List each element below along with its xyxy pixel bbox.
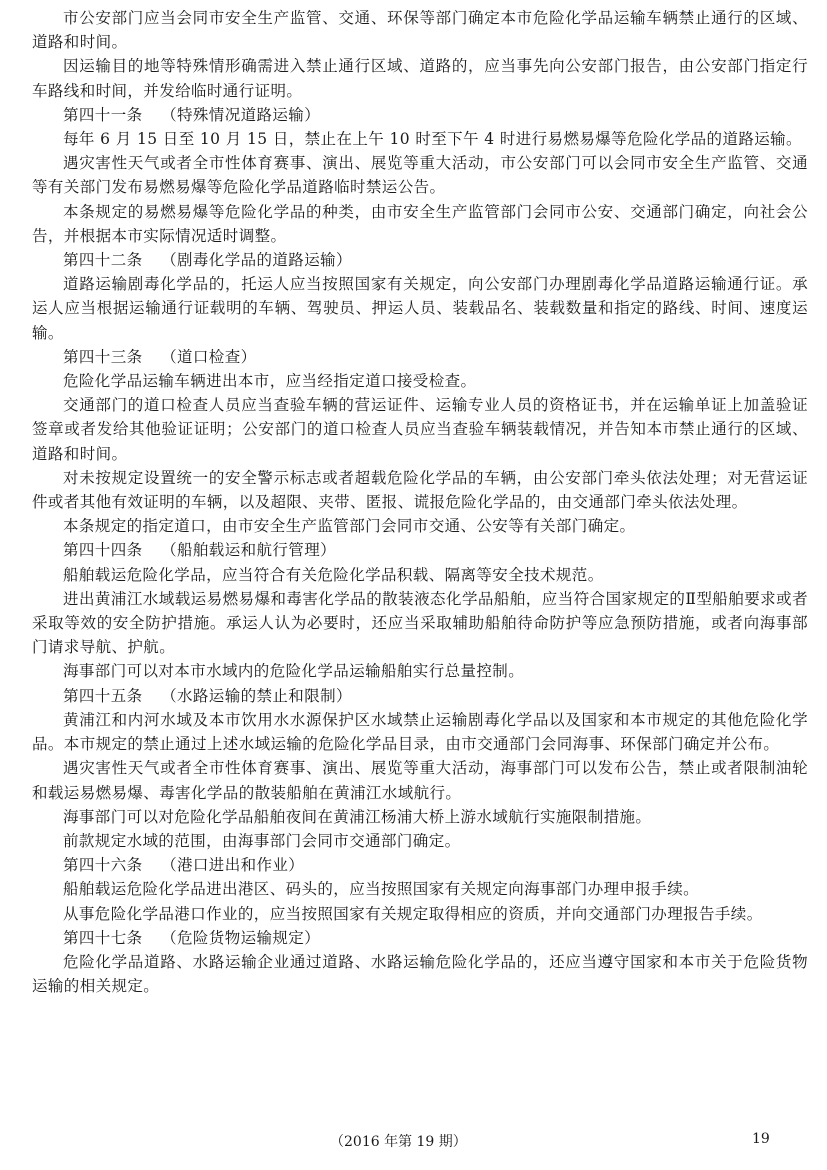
paragraph: 前款规定水域的范围，由海事部门会同市交通部门确定。 [63,831,461,850]
article-number: 第四十五条 [63,686,143,705]
document-body [32,6,808,998]
paragraph: 遇灾害性天气或者全市性体育赛事、演出、展览等重大活动，海事部门可以发布公告，禁止或者限制油轮和载运易燃易爆、毒害化学品的散装船舶在黄浦江水域航行。 [32,759,808,802]
paragraph: 海事部门可以对本市水域内的危险化学品运输船舶实行总量控制。 [63,662,525,681]
article-heading [32,853,808,877]
issue-label: （2016 年第 19 期） [330,1134,467,1150]
paragraph: 从事危险化学品港口作业的，应当按照国家有关规定取得相应的资质，并向交通部门办理报告手续。 [63,904,763,923]
paragraph: 船舶载运危险化学品，应当符合有关危险化学品积载、隔离等安全技术规范。 [63,565,604,584]
article-title: （水路运输的禁止和限制） [161,686,352,705]
article-heading [32,538,808,562]
paragraph: 危险化学品道路、水路运输企业通过道路、水路运输危险化学品的，还应当遵守国家和本市关于危险货物运输的相关规定。 [32,952,808,996]
article-title: （危险货物运输规定） [161,928,321,947]
article-title: （道口检查） [161,347,257,366]
paragraph: 交通部门的道口检查人员应当查验车辆的营运证件、运输专业人员的资格证书，并在运输单证上加盖验证签章或者发给其他验证证明；公安部门的道口检查人员应当查验车辆装载情况，并告知本市禁止通行的区域、道路和时间。 [32,396,808,463]
paragraph: 危险化学品运输车辆进出本市，应当经指定道口接受检查。 [63,372,477,391]
paragraph: 海事部门可以对危险化学品船舶夜间在黄浦江杨浦大桥上游水域航行实施限制措施。 [63,807,652,826]
paragraph: 船舶载运危险化学品进出港区、码头的，应当按照国家有关规定向海事部门办理申报手续。 [63,880,700,899]
article-heading [32,926,808,950]
page-footer [0,1131,827,1155]
paragraph: 本条规定的易燃易爆等危险化学品的种类，由市安全生产监管部门会同市公安、交通部门确定，向社会公告，并根据本市实际情况适时调整。 [32,202,808,245]
paragraph: 本条规定的指定道口，由市安全生产监管部门会同市交通、公安等有关部门确定。 [63,517,636,536]
paragraph: 道路运输剧毒化学品的，托运人应当按照国家有关规定，向公安部门办理剧毒化学品道路运输通行证。承运人应当根据运输通行证载明的车辆、驾驶员、押运人员、装载品名、装载数量和指定的路线、时间、速度运输。 [32,275,808,342]
article-title: （剧毒化学品的道路运输） [161,251,352,270]
paragraph: 市公安部门应当会同市安全生产监管、交通、环保等部门确定本市危险化学品运输车辆禁止通行的区域、道路和时间。 [32,9,808,52]
article-heading [32,684,808,708]
article-number: 第四十七条 [63,928,143,947]
page-number: 19 [752,1131,770,1147]
article-number: 第四十二条 [63,251,143,270]
paragraph: 每年 6 月 15 日至 10 月 15 日，禁止在上午 10 时至下午 4 时进行易燃易爆等危险化学品的道路运输。 [63,130,802,149]
article-heading [32,248,808,272]
paragraph: 进出黄浦江水域载运易燃易爆和毒害化学品的散装液态化学品船舶，应当符合国家规定的Ⅱ型船舶要求或者采取等效的安全防护措施。承运人认为必要时，还应当采取辅助船舶待命防护等应急预防措施，或者向海事部门请求导航、护航。 [32,589,808,657]
paragraph: 遇灾害性天气或者全市性体育赛事、演出、展览等重大活动，市公安部门可以会同市安全生产监管、交通等有关部门发布易燃易爆等危险化学品道路临时禁运公告。 [32,154,808,197]
article-title: （特殊情况道路运输） [161,105,321,124]
paragraph: 黄浦江和内河水域及本市饮用水水源保护区水域禁止运输剧毒化学品以及国家和本市规定的其他危险化学品。本市规定的禁止通过上述水域运输的危险化学品目录，由市交通部门会同海事、环保部门确定并公布。 [32,710,808,754]
article-title: （船舶载运和航行管理） [161,541,337,560]
article-title: （港口进出和作业） [161,856,305,875]
article-heading [32,103,808,127]
paragraph: 因运输目的地等特殊情形确需进入禁止通行区域、道路的，应当事先向公安部门报告，由公安部门指定行车路线和时间，并发给临时通行证明。 [32,57,808,100]
paragraph: 对未按规定设置统一的安全警示标志或者超载危险化学品的车辆，由公安部门牵头依法处理；对无营运证件或者其他有效证明的车辆，以及超限、夹带、匿报、谎报危险化学品的，由交通部门牵头依法处理。 [32,468,808,512]
article-number: 第四十四条 [63,541,143,560]
article-number: 第四十一条 [63,105,143,124]
article-number: 第四十三条 [63,347,143,366]
article-number: 第四十六条 [63,856,143,875]
article-heading [32,345,808,369]
